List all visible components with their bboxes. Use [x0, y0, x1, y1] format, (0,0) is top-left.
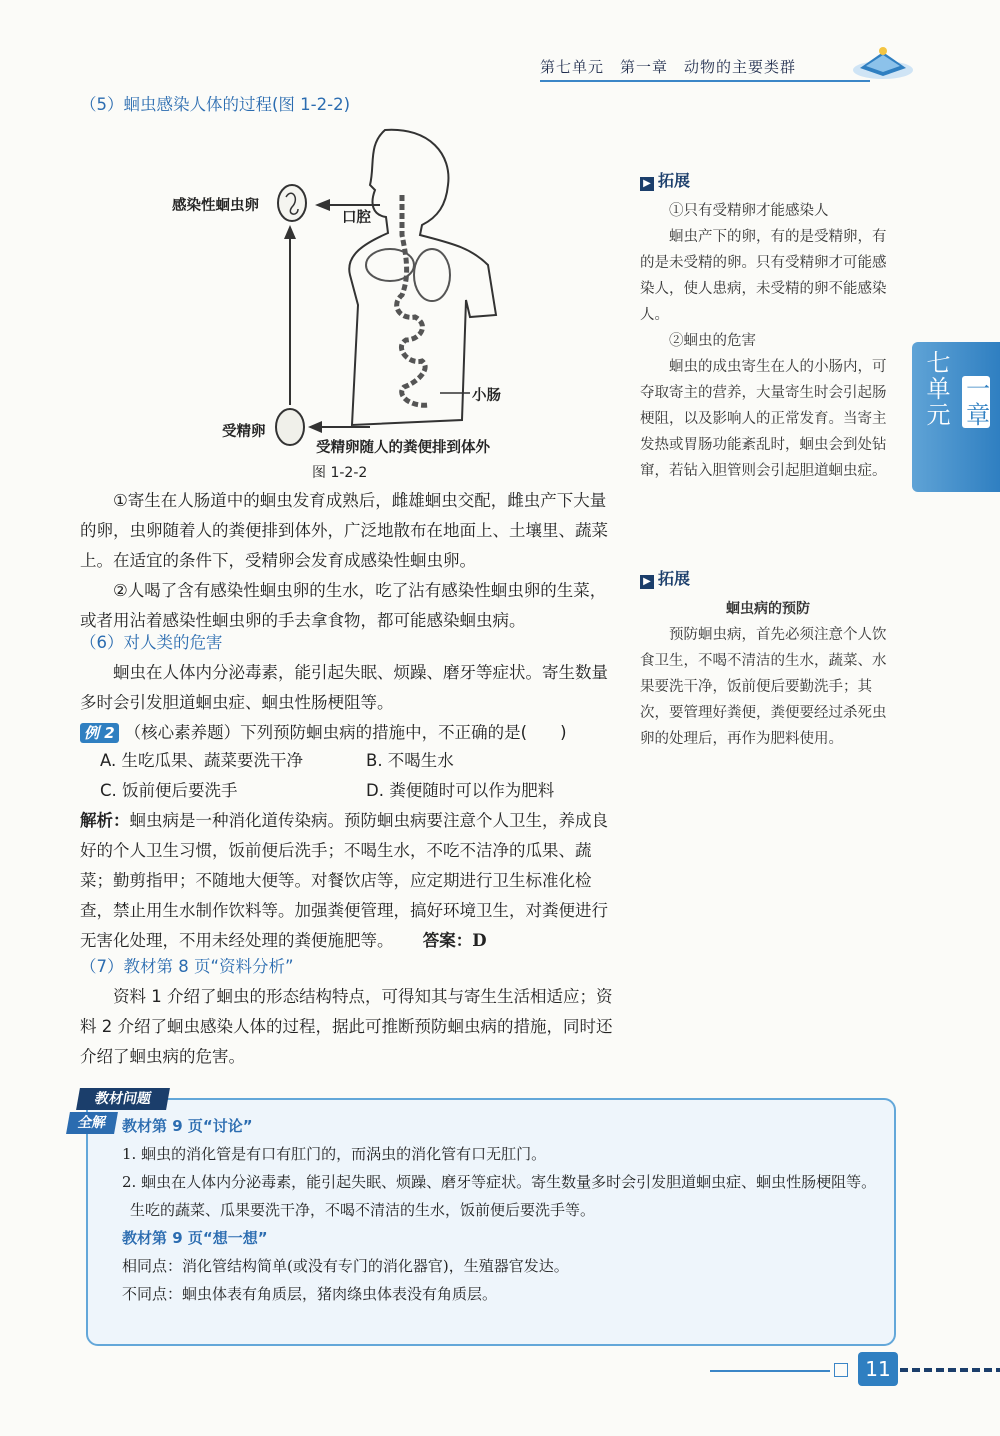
label-excreted: 受精卵随人的粪便排到体外	[316, 440, 490, 456]
book-logo-icon	[848, 42, 918, 82]
extension2-label: 拓展	[658, 569, 691, 588]
think-same: 相同点：消化管结构简单(或没有专门的消化器官)，生殖器官发达。	[122, 1257, 569, 1275]
textbook-answers	[122, 1112, 882, 1308]
extension1-sub1: ①只有受精卵才能感染人	[669, 203, 829, 219]
example2-question: （核心素养题）下列预防蛔虫病的措施中，不正确的是( )	[124, 723, 567, 742]
option-d: D. 粪便随时可以作为肥料	[366, 781, 555, 800]
stomach-shape	[414, 249, 450, 301]
option-a: A. 生吃瓜果、蔬菜要洗干净	[100, 751, 303, 770]
option-b: B. 不喝生水	[366, 751, 454, 770]
footer-dots	[900, 1368, 1000, 1372]
extension1-label: 拓展	[658, 171, 691, 190]
label-fertilized-egg: 受精卵	[222, 424, 266, 440]
side-tab-chapter: 一章	[961, 376, 990, 428]
page-number: 11	[858, 1352, 898, 1386]
section7-heading: （7）教材第 8 页“资料分析”	[80, 957, 294, 976]
analysis-label: 解析：	[80, 811, 130, 830]
analysis-text: 蛔虫病是一种消化道传染病。预防蛔虫病要注意个人卫生，养成良好的个人卫生习惯，饭前便后洗手；不喝生水，不吃不洁净的瓜果、蔬菜；勤剪指甲；不随地大便等。对餐饮店等，应定期进行卫生标准化检查，禁止用生水制作饮料等。加强粪便管理，搞好环境卫生，对粪便进行无害化处理，不用未经处理的粪便施肥等。	[80, 811, 608, 950]
label-infective-egg: 感染性蛔虫卵	[172, 198, 259, 214]
footer-square-icon	[834, 1363, 848, 1377]
option-c: C. 饭前便后要洗手	[100, 781, 238, 800]
label-mouth: 口腔	[342, 210, 371, 226]
badge-top: 教材问题	[76, 1088, 170, 1110]
discuss-answer-2: 2. 蛔虫在人体内分泌毒素，能引起失眠、烦躁、磨牙等症状。寄生数量多时会引发胆道蛔虫症、蛔虫性肠梗阻等。	[122, 1173, 877, 1191]
extension2-text: 预防蛔虫病，首先必须注意个人饮食卫生，不喝不清洁的生水，蔬菜、水果要洗干净，饭前便后要勤洗手；其次，要管理好粪便，粪便要经过杀死虫卵的处理后，再作为肥料使用。	[640, 627, 887, 747]
discuss-answer-3: 生吃的蔬菜、瓜果要洗干净，不喝不清洁的生水，饭前便后要洗手等。	[130, 1201, 596, 1219]
badge-bottom: 全解	[66, 1112, 118, 1134]
fertilized-egg-icon	[276, 409, 304, 445]
running-header: 第七单元 第一章 动物的主要类群	[540, 58, 797, 76]
example2-answer: 答案：D	[422, 931, 487, 950]
extension2-heading	[640, 566, 896, 592]
extension1-sub2: ②蛔虫的危害	[669, 333, 756, 349]
play-icon: ▶	[640, 575, 654, 589]
figure-caption: 图 1-2-2	[312, 465, 368, 481]
paragraph-1: ①寄生在人肠道中的蛔虫发育成熟后，雌雄蛔虫交配，雌虫产下大量的卵，虫卵随着人的粪便排到体外，广泛地散布在地面上、土壤里、蔬菜上。在适宜的条件下，受精卵会发育成感染性蛔虫卵。	[80, 491, 608, 570]
example2-analysis	[80, 806, 620, 956]
header-rule	[540, 80, 870, 82]
infective-egg-icon	[278, 185, 306, 221]
extension1-panel	[640, 168, 896, 484]
extension1-heading	[640, 168, 896, 194]
extension1-text2: 蛔虫的成虫寄生在人的小肠内，可夺取寄主的营养，大量寄生时会引起肠梗阻，以及影响人的正常发育。当寄主发热或胃肠功能紊乱时，蛔虫会到处钻窜，若钻入胆管则会引起胆道蛔虫症。	[640, 359, 887, 479]
section6-text: 蛔虫在人体内分泌毒素，能引起失眠、烦躁、磨牙等症状。寄生数量多时会引发胆道蛔虫症、蛔虫性肠梗阻等。	[80, 663, 608, 712]
example2-tag: 例 2	[80, 723, 119, 743]
section6-heading: （6）对人类的危害	[80, 633, 223, 652]
extension2-panel	[640, 566, 896, 752]
label-small-intestine: 小肠	[472, 388, 501, 404]
paragraph-2: ②人喝了含有感染性蛔虫卵的生水，吃了沾有感染性蛔虫卵的生菜，或者用沾着感染性蛔虫卵的手去拿食物，都可能感染蛔虫病。	[80, 581, 607, 630]
think-diff: 不同点：蛔虫体表有角质层，猪肉绦虫体表没有角质层。	[122, 1285, 498, 1303]
discuss-answer-1: 1. 蛔虫的消化管是有口有肛门的，而涡虫的消化管有口无肛门。	[122, 1145, 547, 1163]
play-icon: ▶	[640, 177, 654, 191]
section7-text: 资料 1 介绍了蛔虫的形态结构特点，可得知其与寄生生活相适应；资料 2 介绍了蛔虫感染人体的过程，据此可推断预防蛔虫病的措施，同时还介绍了蛔虫病的危害。	[80, 987, 613, 1066]
section5-heading: （5）蛔虫感染人体的过程(图 1-2-2)	[80, 95, 351, 114]
extension1-text1: 蛔虫产下的卵，有的是受精卵，有的是未受精的卵。只有受精卵才可能感染人，使人患病，未受精的卵不能感染人。	[640, 229, 887, 323]
unit-side-tab	[912, 342, 1000, 492]
extension2-title: 蛔虫病的预防	[726, 601, 810, 617]
liver-shape	[366, 249, 414, 281]
digestive-tract	[397, 195, 428, 405]
footer-rule	[710, 1370, 830, 1372]
example2-question-row	[80, 718, 620, 748]
discuss-title: 教材第 9 页“讨论”	[122, 1117, 253, 1135]
think-title: 教材第 9 页“想一想”	[122, 1229, 268, 1247]
human-body-outline	[349, 130, 496, 425]
side-tab-unit: 七单元	[922, 350, 950, 428]
roundworm-infection-figure	[170, 125, 520, 460]
